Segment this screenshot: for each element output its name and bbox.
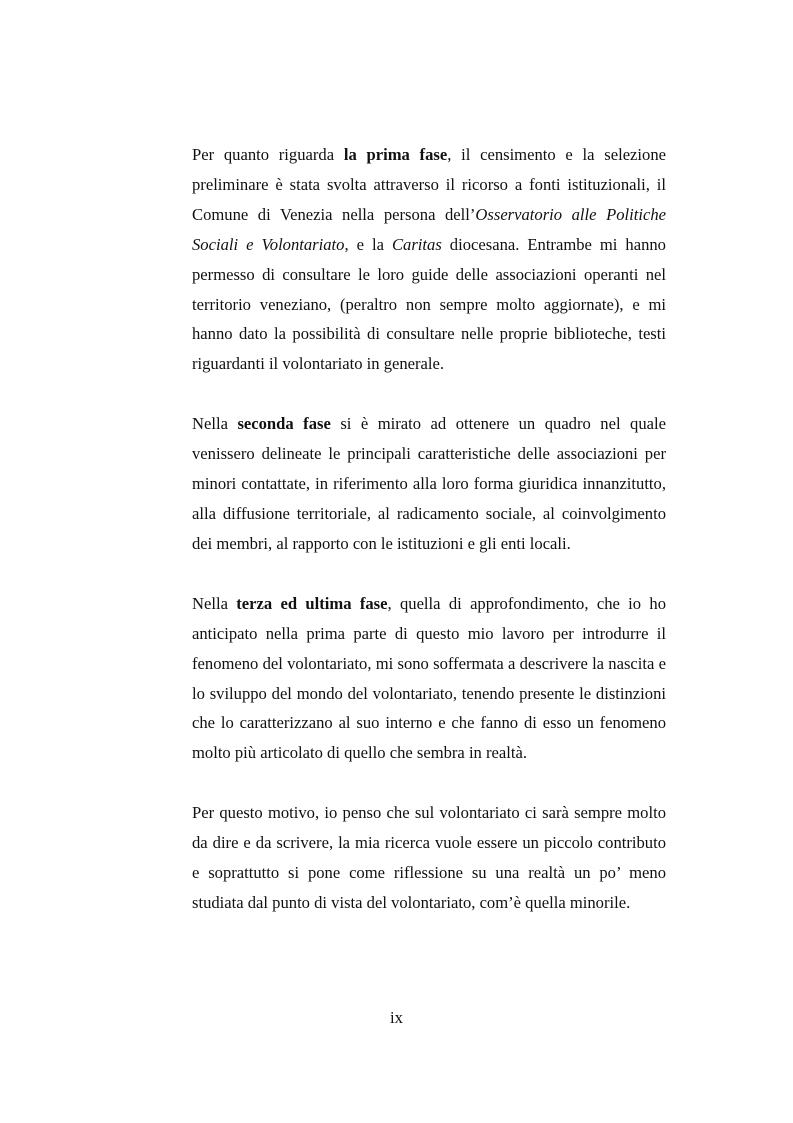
page-number: ix bbox=[390, 1008, 403, 1027]
text-run-italic: Osservatorio alle Politiche Sociali e Volontariato bbox=[192, 204, 666, 254]
paragraph-seconda-fase bbox=[192, 409, 666, 559]
paragraph-conclusione bbox=[192, 798, 666, 918]
text-run-bold: seconda fase bbox=[237, 414, 331, 434]
text-run-normal: si è mirato ad ottenere un quadro nel quale venissero delineate le principali caratteristiche delle associazioni per minori contattate, in riferimento alla loro forma giuridica innanzitutto, alla diffusione territoriale, al radicamento sociale, al coinvolgimento dei membri, al rapporto con le istituzioni e gli enti locali. bbox=[192, 414, 666, 553]
document-body bbox=[192, 140, 666, 948]
text-run-normal: , quella di approfondimento, che io ho anticipato nella prima parte di questo mio lavoro per introdurre il fenomeno del volontariato, mi sono soffermata a descrivere la nascita e lo sviluppo del mondo del volontariato, tenendo presente le distinzioni che lo caratterizzano al suo interno e che fanno di esso un fenomeno molto più articolato di quello che sembra in realtà. bbox=[192, 593, 667, 763]
text-run-normal: , e la bbox=[344, 234, 392, 254]
text-run-normal: Nella bbox=[192, 414, 238, 434]
paragraph-prima-fase bbox=[192, 140, 666, 379]
text-run-bold: la prima fase bbox=[343, 145, 448, 164]
text-run-bold: terza ed ultima fase bbox=[236, 593, 388, 613]
paragraph-terza-fase bbox=[192, 589, 666, 768]
text-run-normal: Per quanto riguarda bbox=[192, 145, 344, 164]
text-run-normal: , il censimento e la selezione preliminare è stata svolta attraverso il ricorso a fonti istituzionali, il Comune di Venezia nella persona dell’ bbox=[192, 145, 666, 224]
text-run-italic: Caritas bbox=[391, 234, 442, 254]
text-run-normal: Nella bbox=[192, 593, 237, 613]
text-run-normal: diocesana. Entrambe mi hanno permesso di consultare le loro guide delle associazioni operanti nel territorio veneziano, (peraltro non sempre molto aggiornate), e mi hanno dato la possibilità di consultare nelle proprie biblioteche, testi riguardanti il volontariato in generale. bbox=[192, 234, 666, 374]
text-run-normal: Per questo motivo, io penso che sul volontariato ci sarà sempre molto da dire e da scrivere, la mia ricerca vuole essere un piccolo contributo e soprattutto si pone come riflessione su una realtà un po’ meno studiata dal punto di vista del volontariato, com’è quella minorile. bbox=[192, 803, 666, 912]
